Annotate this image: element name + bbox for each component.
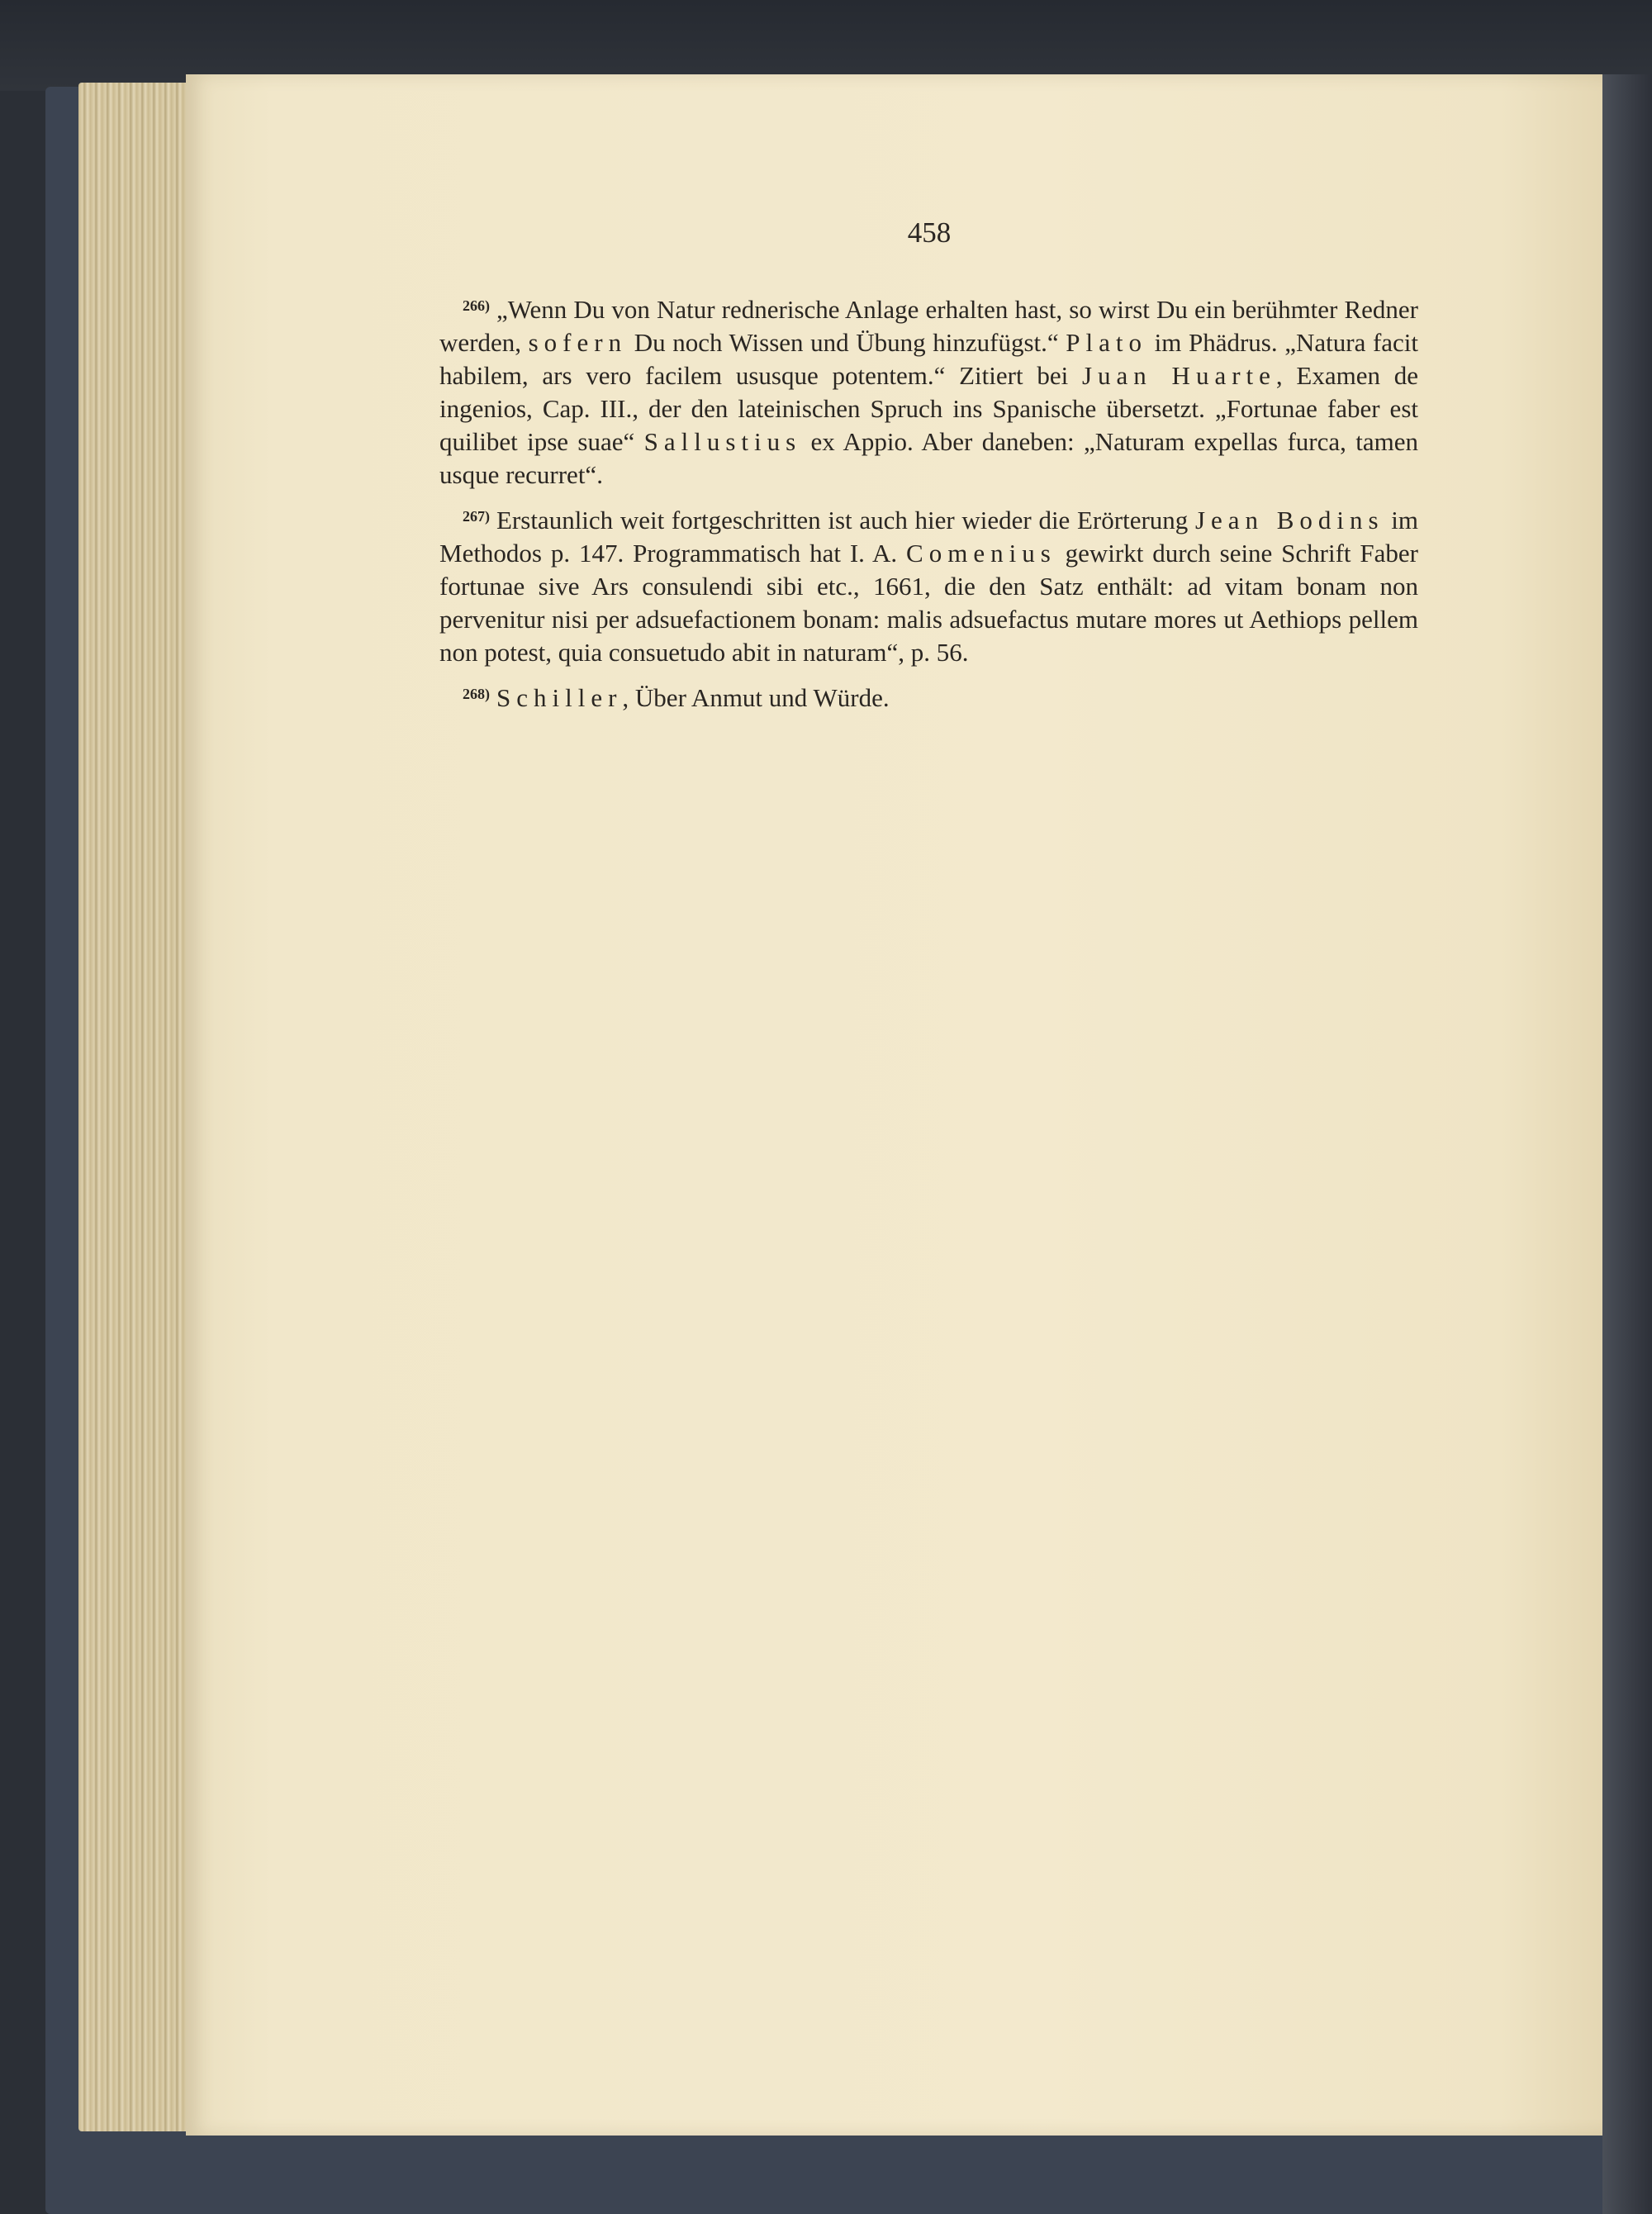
footnote-text: gewirkt durch seine Schrift Faber fortunae sive Ars consulendi sibi etc., 1661, die den Satz enthält: ad vitam bonam non pervenitur nisi per adsuefactionem bonam: malis adsuefactus mutare mores ut Aethiops pellem non potest, quia consuetudo abit in naturam“, p. 56. [439, 539, 1418, 667]
spaced-name: Sallustius [643, 427, 802, 456]
spaced-word: sofern [528, 328, 628, 357]
footnote-266 [439, 289, 1418, 492]
footnote-text: , Über Anmut und Würde. [622, 683, 890, 712]
footnotes [439, 289, 1418, 723]
footnote-text: im Phädrus. „Natura facit habilem, ars vero facilem ususque potentem.“ Zitiert bei [439, 328, 1419, 390]
footnote-text: , Examen de ingenios, Cap. III., der den lateinischen Spruch ins Spanische übersetzt. „Fortunae faber est quilibet ipse suae“ [439, 361, 1419, 456]
footnote-text: „Wenn Du von Natur rednerische Anlage erhalten hast, so wirst Du ein berühmter Redner werden, [439, 295, 1418, 357]
footnote-text: Erstaunlich weit fortgeschritten ist auch hier wieder die Erörterung [496, 506, 1195, 534]
spaced-name: Schiller [496, 683, 623, 712]
footnote-text: Du noch Wissen und Übung hinzufügst.“ [627, 328, 1066, 357]
page-edges [78, 83, 194, 2131]
footnote-number: 266) [463, 297, 490, 314]
facing-page-edge [1602, 74, 1652, 2214]
footnote-268 [439, 677, 1418, 715]
spaced-name: Comenius [906, 539, 1056, 568]
spaced-name: Jean Bodins [1194, 506, 1384, 534]
footnote-number: 268) [463, 686, 490, 702]
spaced-name: Plato [1066, 328, 1148, 357]
footnote-267 [439, 500, 1418, 669]
footnote-text: im Methodos p. 147. Programmatisch hat I. A. [439, 506, 1419, 568]
footnote-text: ex Appio. Aber daneben: „Naturam expellas furca, tamen usque recurret“. [439, 427, 1418, 489]
footnote-number: 267) [463, 508, 490, 525]
page-number: 458 [907, 216, 952, 249]
spaced-name: Juan Huarte [1081, 361, 1276, 390]
